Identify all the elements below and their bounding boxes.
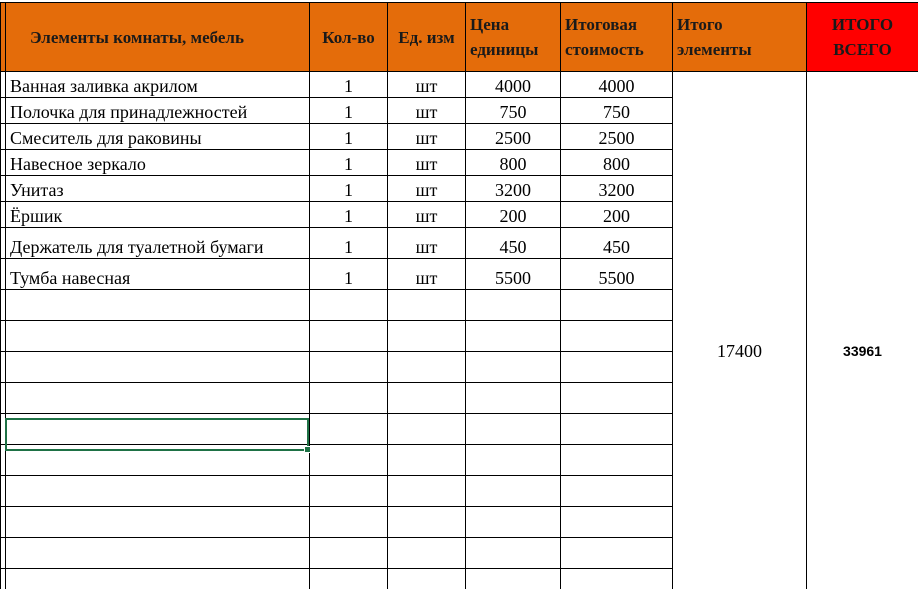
cell-grand-total[interactable]: 33961 <box>807 72 918 589</box>
empty-cell[interactable] <box>388 507 466 538</box>
cell-cost[interactable]: 200 <box>561 202 673 228</box>
empty-cell[interactable] <box>6 321 310 352</box>
empty-cell[interactable] <box>466 290 561 321</box>
empty-cell[interactable] <box>310 352 388 383</box>
empty-cell[interactable] <box>6 383 310 414</box>
cell-cost[interactable]: 450 <box>561 228 673 259</box>
empty-cell[interactable] <box>388 445 466 476</box>
cell-price[interactable]: 800 <box>466 150 561 176</box>
empty-cell[interactable] <box>561 569 673 589</box>
cell-unit[interactable]: шт <box>388 228 466 259</box>
empty-cell[interactable] <box>310 290 388 321</box>
header-elements-line2: элементы <box>677 40 752 59</box>
empty-cell[interactable] <box>6 476 310 507</box>
cell-item-name[interactable]: Навесное зеркало <box>6 150 310 176</box>
empty-cell[interactable] <box>466 352 561 383</box>
cell-elements-total[interactable]: 17400 <box>673 72 807 589</box>
header-cost[interactable] <box>561 3 673 72</box>
empty-cell[interactable] <box>466 414 561 445</box>
empty-cell[interactable] <box>310 445 388 476</box>
empty-cell[interactable] <box>466 383 561 414</box>
empty-cell[interactable] <box>388 383 466 414</box>
empty-cell[interactable] <box>388 569 466 589</box>
empty-cell[interactable] <box>6 569 310 589</box>
empty-cell[interactable] <box>561 507 673 538</box>
furniture-table <box>0 2 918 589</box>
empty-cell[interactable] <box>310 507 388 538</box>
empty-cell[interactable] <box>310 321 388 352</box>
empty-cell[interactable] <box>310 569 388 589</box>
empty-cell[interactable] <box>310 476 388 507</box>
cell-item-name[interactable]: Смеситель для раковины <box>6 124 310 150</box>
empty-cell[interactable] <box>561 321 673 352</box>
cell-qty[interactable]: 1 <box>310 259 388 290</box>
cell-unit[interactable]: шт <box>388 176 466 202</box>
header-total-line2: ВСЕГО <box>833 40 892 59</box>
cell-item-name[interactable]: Тумба навесная <box>6 259 310 290</box>
empty-cell[interactable] <box>561 445 673 476</box>
cell-price[interactable]: 3200 <box>466 176 561 202</box>
cell-item-name[interactable]: Полочка для принадлежностей <box>6 98 310 124</box>
header-row <box>1 3 918 72</box>
empty-cell[interactable] <box>310 538 388 569</box>
header-elements-total[interactable] <box>673 3 807 72</box>
cell-qty[interactable]: 1 <box>310 124 388 150</box>
cell-qty[interactable]: 1 <box>310 98 388 124</box>
empty-cell[interactable] <box>466 538 561 569</box>
cell-cost[interactable]: 3200 <box>561 176 673 202</box>
cell-cost[interactable]: 750 <box>561 98 673 124</box>
cell-qty[interactable]: 1 <box>310 228 388 259</box>
empty-cell[interactable] <box>561 414 673 445</box>
cell-price[interactable]: 450 <box>466 228 561 259</box>
header-cost-line2: стоимость <box>565 40 644 59</box>
empty-cell[interactable] <box>466 476 561 507</box>
header-cost-line1: Итоговая <box>565 15 638 34</box>
empty-cell[interactable] <box>388 352 466 383</box>
empty-cell[interactable] <box>561 476 673 507</box>
header-qty[interactable]: Кол-во <box>310 3 388 72</box>
cell-cost[interactable]: 5500 <box>561 259 673 290</box>
empty-cell[interactable] <box>561 290 673 321</box>
empty-cell[interactable] <box>6 538 310 569</box>
header-unit[interactable]: Ед. изм <box>388 3 466 72</box>
empty-cell[interactable] <box>466 445 561 476</box>
cell-qty[interactable]: 1 <box>310 72 388 98</box>
cell-price[interactable]: 4000 <box>466 72 561 98</box>
empty-cell[interactable] <box>388 538 466 569</box>
empty-cell[interactable] <box>388 290 466 321</box>
cell-item-name[interactable]: Ёршик <box>6 202 310 228</box>
cell-qty[interactable]: 1 <box>310 176 388 202</box>
empty-cell[interactable] <box>466 569 561 589</box>
cell-cost[interactable]: 2500 <box>561 124 673 150</box>
empty-cell[interactable] <box>310 383 388 414</box>
header-price-line1: Цена <box>470 15 510 34</box>
empty-cell[interactable] <box>6 445 310 476</box>
cell-price[interactable]: 750 <box>466 98 561 124</box>
cell-unit[interactable]: шт <box>388 98 466 124</box>
cell-item-name[interactable]: Унитаз <box>6 176 310 202</box>
cell-price[interactable]: 5500 <box>466 259 561 290</box>
empty-cell[interactable] <box>6 290 310 321</box>
empty-cell[interactable] <box>310 414 388 445</box>
table-row <box>1 72 918 98</box>
empty-cell[interactable] <box>388 321 466 352</box>
empty-cell[interactable] <box>561 383 673 414</box>
cell-unit[interactable]: шт <box>388 150 466 176</box>
empty-cell[interactable] <box>466 507 561 538</box>
empty-cell[interactable] <box>388 414 466 445</box>
header-elements-line1: Итого <box>677 15 723 34</box>
cell-cost[interactable]: 4000 <box>561 72 673 98</box>
cell-unit[interactable]: шт <box>388 259 466 290</box>
cell-item-name[interactable]: Ванная заливка акрилом <box>6 72 310 98</box>
empty-cell[interactable] <box>6 352 310 383</box>
empty-cell[interactable] <box>561 538 673 569</box>
cell-qty[interactable]: 1 <box>310 202 388 228</box>
cell-unit[interactable]: шт <box>388 124 466 150</box>
header-grand-total[interactable] <box>807 3 918 72</box>
cell-qty[interactable]: 1 <box>310 150 388 176</box>
header-total-line1: ИТОГО <box>831 15 894 34</box>
empty-cell[interactable] <box>6 507 310 538</box>
cell-unit[interactable]: шт <box>388 72 466 98</box>
empty-cell[interactable] <box>561 352 673 383</box>
header-name[interactable]: Элементы комнаты, мебель <box>6 3 310 72</box>
cell-price[interactable]: 2500 <box>466 124 561 150</box>
cell-cost[interactable]: 800 <box>561 150 673 176</box>
header-price-line2: единицы <box>470 40 539 59</box>
header-price[interactable] <box>466 3 561 72</box>
cell-price[interactable]: 200 <box>466 202 561 228</box>
cell-unit[interactable]: шт <box>388 202 466 228</box>
empty-cell[interactable] <box>466 321 561 352</box>
selected-cell[interactable] <box>6 414 310 445</box>
cell-item-name[interactable]: Держатель для туалетной бумаги <box>6 228 310 259</box>
empty-cell[interactable] <box>388 476 466 507</box>
